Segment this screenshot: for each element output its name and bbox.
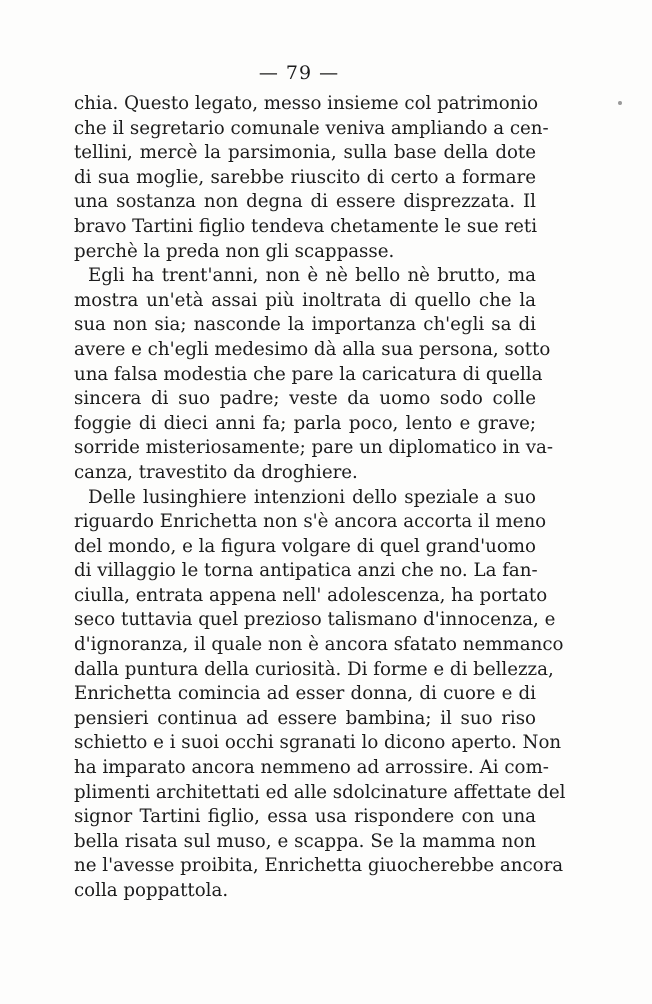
text-line: Delle lusinghiere intenzioni dello speziale a suo (88, 486, 536, 508)
text-line: canza, travestito da droghiere. (74, 461, 358, 483)
text-line: che il segretario comunale veniva ampliando a cen- (74, 117, 549, 139)
text-line: tellini, mercè la parsimonia, sulla base della dote (74, 142, 536, 164)
text-line: del mondo, e la figura volgare di quel grand'uomo (74, 535, 536, 557)
text-line: d'ignoranza, il quale non è ancora sfatato nemmanco (74, 634, 564, 656)
text-line: una falsa modestia che pare la caricatura di quella (74, 363, 543, 385)
text-line: ha imparato ancora nemmeno ad arrossire. Ai com- (74, 757, 549, 779)
text-line: riguardo Enrichetta non s'è ancora accorta il meno (74, 511, 547, 533)
page-number: — 79 — (258, 62, 340, 84)
text-line: pensieri continua ad essere bambina; il suo riso (74, 707, 536, 729)
paragraph-3 (74, 486, 566, 904)
body-text (74, 92, 566, 904)
text-line: avere e ch'egli medesimo dà alla sua persona, sotto (74, 338, 551, 360)
text-line: perchè la preda non gli scappasse. (74, 240, 395, 262)
text-line: colla poppattola. (74, 880, 229, 901)
text-line: mostra un'età assai più inoltrata di quello che la (74, 289, 536, 311)
text-line: Enrichetta comincia ad esser donna, di cuore e di (74, 683, 536, 705)
text-line: foggie di dieci anni fa; parla poco, lento e grave; (74, 412, 536, 434)
text-line: ne l'avesse proibita, Enrichetta giuocherebbe ancora (74, 855, 564, 877)
speck-mark (618, 101, 622, 105)
text-line: di villaggio le torna antipatica anzi che no. La fan- (74, 560, 538, 582)
text-line: sincera di suo padre; veste da uomo sodo colle (74, 388, 536, 410)
text-line: ciulla, entrata appena nell' adolescenza, ha portato (74, 584, 548, 606)
text-line: dalla puntura della curiosità. Di forme e di bellezza, (74, 658, 554, 680)
text-line: bravo Tartini figlio tendeva chetamente le sue reti (74, 215, 538, 237)
text-line: signor Tartini figlio, essa usa rispondere con una (74, 806, 536, 828)
text-line: plimenti architettati ed alle sdolcinature affettate del (74, 781, 566, 803)
text-line: bella risata sul muso, e scappa. Se la mamma non (74, 830, 536, 852)
text-line: Egli ha trent'anni, non è nè bello nè brutto, ma (88, 265, 536, 287)
text-line: una sostanza non degna di essere disprezzata. Il (74, 191, 536, 213)
text-line: chia. Questo legato, messo insieme col patrimonio (74, 93, 539, 114)
text-line: di sua moglie, sarebbe riuscito di certo a formare (74, 166, 536, 188)
text-line: sorride misteriosamente; pare un diplomatico in va- (74, 437, 553, 459)
paragraph-1 (74, 92, 549, 264)
text-line: sua non sia; nasconde la importanza ch'egli sa di (74, 314, 536, 336)
text-line: seco tuttavia quel prezioso talismano d'innocenza, e (74, 609, 556, 631)
text-line: schietto e i suoi occhi sgranati lo dicono aperto. Non (74, 732, 562, 754)
paragraph-2 (74, 264, 553, 485)
